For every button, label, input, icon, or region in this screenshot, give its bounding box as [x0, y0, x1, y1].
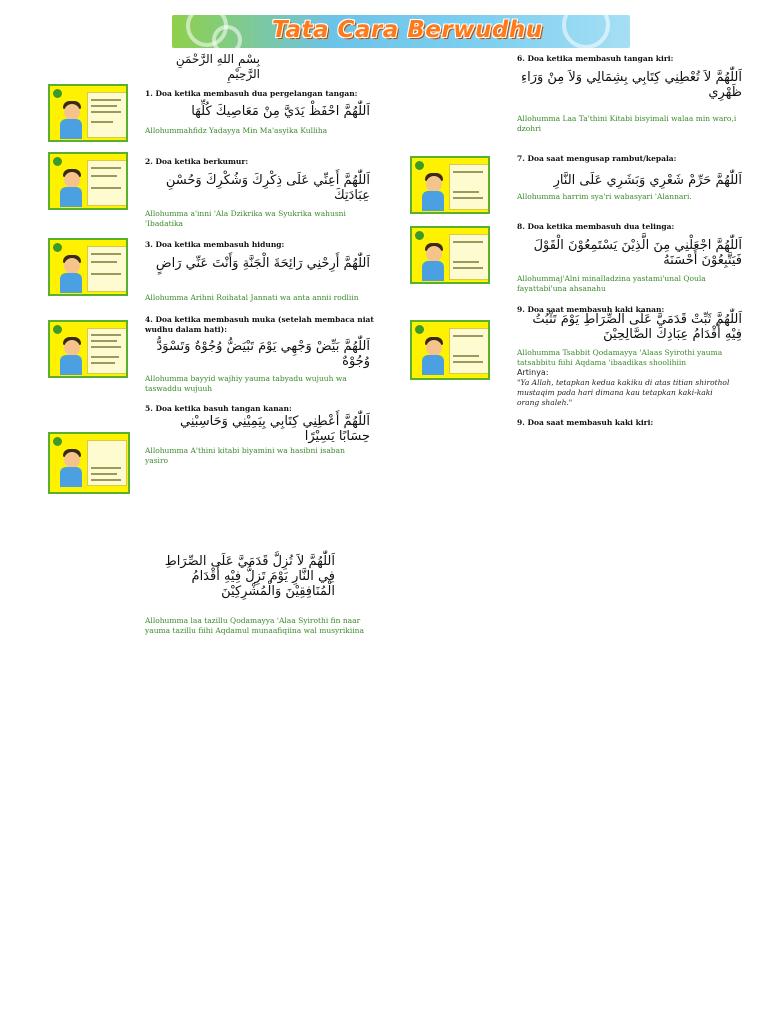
step-latin: Allohumma Tsabbit Qodamayya 'Alaas Syirothi yauma tatsabbitu fiihi Aqdama 'ibaadikas shoolihiin [517, 348, 723, 367]
step-heading: 9. Doa saat membasuh kaki kiri: [517, 418, 654, 427]
step-heading: 6. Doa ketika membasuh tangan kiri: [517, 54, 674, 63]
step-arabic: اَللّٰهُمَّ بَيِّضْ وَجْهِي يَوْمَ تَبْيَضُّ وُجُوْهٌ وَتَسْوَدُّ وُجُوْهٌ [156, 339, 370, 369]
step-heading: 4. Doa ketika membasuh muka (setelah membaca niat wudhu dalam hati): [145, 315, 374, 334]
step-arabic: اَللّٰهُمَّ اجْعَلْنِي مِنَ الَّذِيْنَ يَسْتَمِعُوْنَ الْقَوْلَ فَيَتَّبِعُوْنَ أَحْسَنَهُ [533, 238, 742, 268]
swirl-decoration [212, 25, 242, 48]
step-heading: 2. Doa ketika berkumur: [145, 157, 249, 166]
illustration-card [48, 152, 128, 210]
step-heading: 3. Doa ketika membasuh hidung: [145, 240, 285, 249]
step-arabic: اَللّٰهُمَّ ثَبِّتْ قَدَمَيَّ عَلَى الصِّرَاطِ يَوْمَ تَثْبُتُ فِيْهِ أَقْدَامُ عِبَادِكَ الصَّالِحِيْنَ [532, 312, 742, 342]
step-latin: Allohumma Laa Ta'thini Kitabi bisyimali walaa min waro,i dzohri [517, 114, 737, 133]
step-arabic: اَللّٰهُمَّ احْفَظْ يَدَيَّ مِنْ مَعَاصِيكَ كُلِّهَا [191, 104, 370, 119]
step-number-icon [53, 89, 62, 98]
banner-title: Tata Cara Berwudhu [272, 17, 543, 43]
step-arabic: اَللّٰهُمَّ حَرِّمْ شَعْرِي وَبَشَرِي عَلَى النَّارِ [553, 173, 742, 188]
step-latin: Allohumma a'inni 'Ala Dzikrika wa Syukrika wahusni 'Ibadatika [145, 209, 346, 228]
illustration-card [48, 432, 130, 494]
illustration-card [48, 320, 128, 378]
step-latin: Allohummaj'Alni minalladzina yastami'unal Qoula fayattabi'una ahsanahu [517, 274, 706, 293]
doa-arabic: اَللّٰهُمَّ لاَ تُزِلَّ قَدَمَيَّ عَلَى الصِّرَاطِ فِي النَّارِ يَوْمَ تَزِلُّ فِيْهِ أَقْدَامُ الْمُنَافِقِيْنَ وَالْمُشْرِكِيْنَ [164, 554, 335, 599]
step-heading: 9. Doa saat membasuh kaki kanan: [517, 305, 665, 314]
step-arabic: اَللّٰهُمَّ أَعِنِّي عَلَى ذِكْرِكَ وَشُكْرِكَ وَحُسْنِ عِبَادَتِكَ [165, 173, 370, 203]
step-arabic: اَللّٰهُمَّ أَرِحْنِي رَائِحَةَ الْجَنَّةِ وَأَنْتَ عَنِّي رَاضٍ [155, 256, 370, 271]
step-latin: Allohummahfidz Yadayya Min Ma'asyika Kulliha [145, 126, 328, 135]
illustration-card [48, 84, 128, 142]
swirl-decoration [562, 15, 610, 48]
step-heading: 8. Doa ketika membasuh dua telinga: [517, 222, 675, 231]
step-heading: 7. Doa saat mengusap rambut/kepala: [517, 154, 677, 163]
step-arabic: اَللّٰهُمَّ أَعْطِنِي كِتَابِي بِيَمِيْنِي وَحَاسِبْنِي حِسَابًا يَسِيْرًا [180, 414, 370, 444]
artinya-text: "Ya Allah, tetapkan kedua kakiku di atas titian shirothol mustaqim pada hari dimana kau tetapkan kaki-kaki orang shaleh." [517, 378, 730, 407]
artinya-label: Artinya: [517, 368, 549, 377]
basmalah: بِسْمِ اللهِ الرَّحْمَنِ الرَّحِيْمِ [175, 52, 260, 81]
illustration-card [410, 320, 490, 380]
step-latin: Allohumma A'thini kitabi biyamini wa hasibni isaban yasiro [145, 446, 345, 465]
step-latin: Allohumma bayyid wajhiy yauma tabyadu wujuuh wa taswaddu wujuuh [145, 374, 347, 393]
step-latin: Allohumma Arihni Roihatal Jannati wa anta annii rodliin [145, 293, 359, 302]
step-latin: Allohumma harrim sya'ri wabasyari 'Alannari. [517, 192, 692, 201]
step-heading: 5. Doa ketika basuh tangan kanan: [145, 404, 292, 413]
step-arabic: اَللّٰهُمَّ لاَ تُعْطِنِي كِتَابِي بِشِمَالِي وَلاَ مِنْ وَرَاءِ ظَهْرِي [520, 70, 742, 100]
title-banner [172, 15, 630, 48]
illustration-card [410, 156, 490, 214]
illustration-card [410, 226, 490, 284]
illustration-card [48, 238, 128, 296]
step-heading: 1. Doa ketika membasuh dua pergelangan tangan: [145, 89, 358, 98]
doa-latin: Allohumma laa tazillu Qodamayya 'Alaa Syirothi fin naar yauma tazillu fiihi Aqdamul munaafiqiina wal musyrikiina [145, 616, 364, 635]
